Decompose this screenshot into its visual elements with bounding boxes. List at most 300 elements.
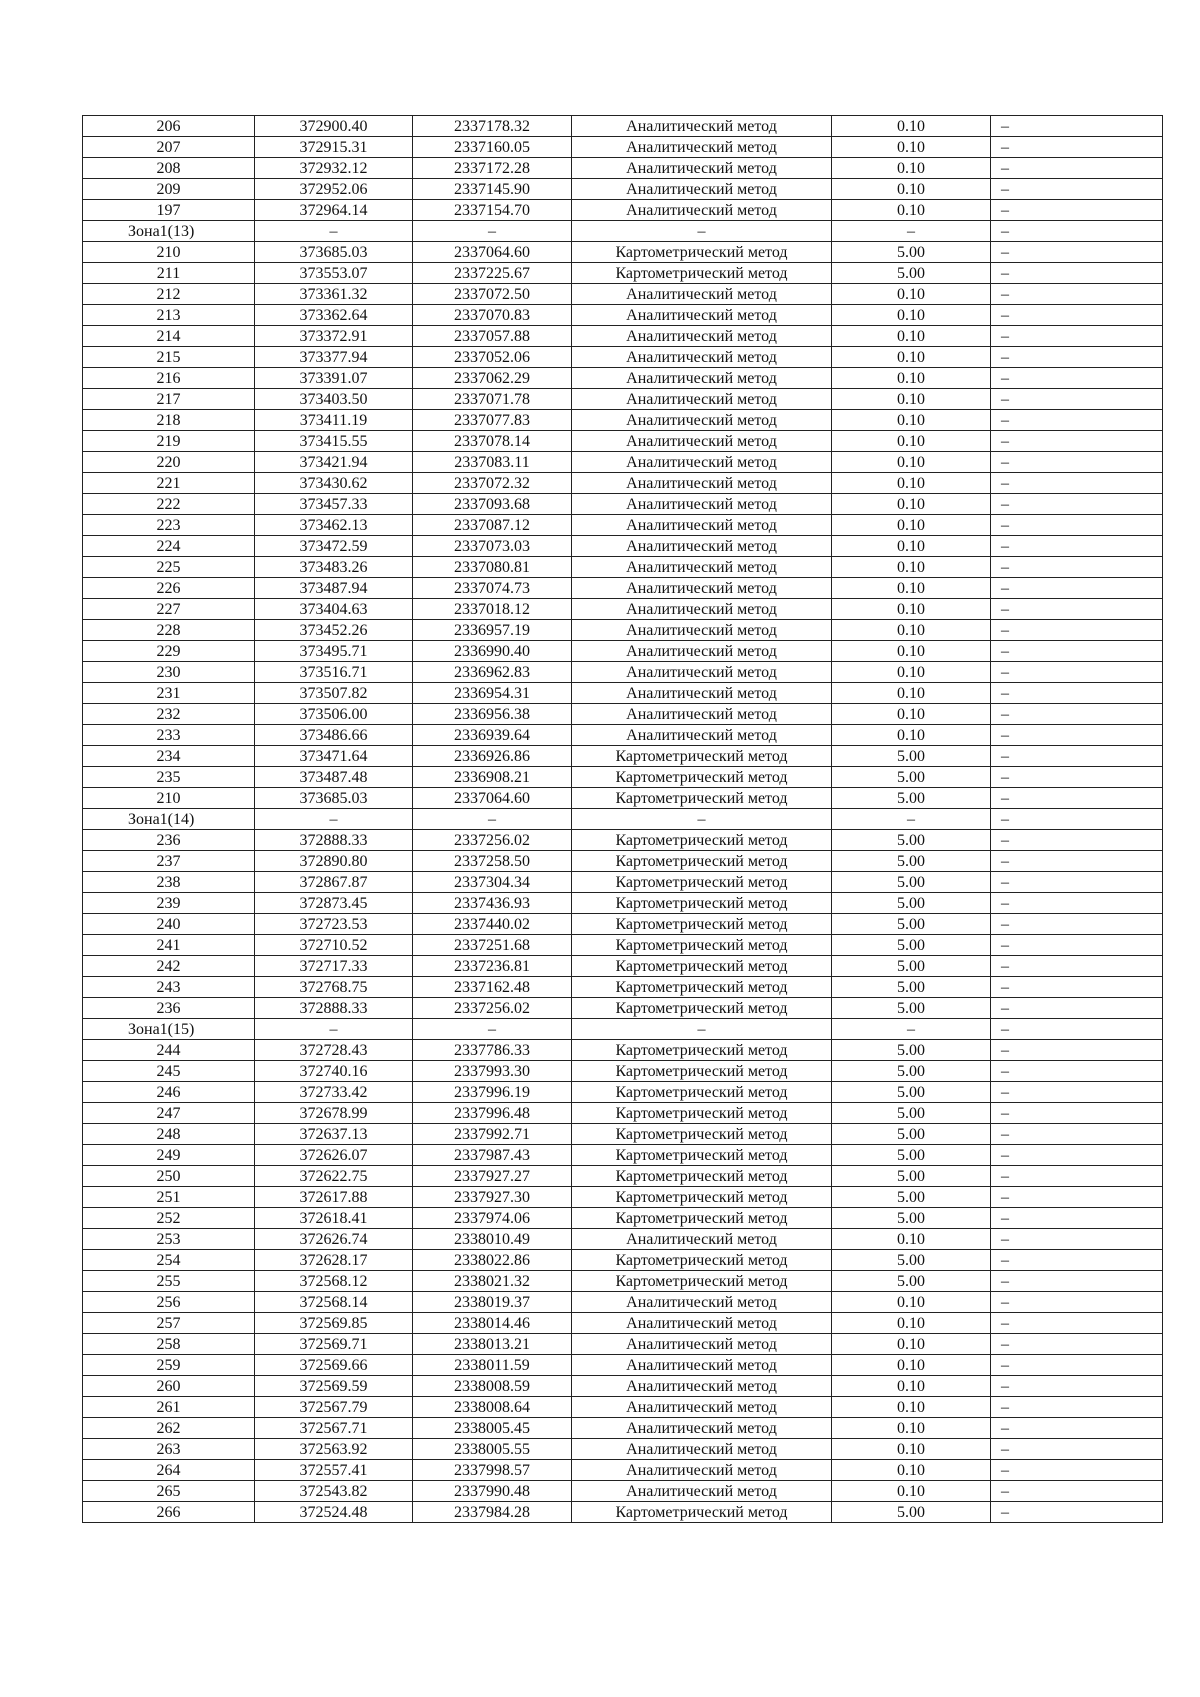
- accuracy-cell: 0.10: [832, 1460, 991, 1481]
- table-row: [83, 746, 1163, 767]
- y-coordinate-cell: 2337087.12: [413, 515, 572, 536]
- coordinates-table: [82, 115, 1163, 1523]
- accuracy-cell: 0.10: [832, 1439, 991, 1460]
- description-cell: –: [991, 809, 1163, 830]
- y-coordinate-cell: 2337080.81: [413, 557, 572, 578]
- table-row: [83, 704, 1163, 725]
- accuracy-cell: 0.10: [832, 1481, 991, 1502]
- description-cell: –: [991, 1019, 1163, 1040]
- description-cell: –: [991, 1292, 1163, 1313]
- point-number-cell: 256: [83, 1292, 255, 1313]
- accuracy-cell: 5.00: [832, 1061, 991, 1082]
- x-coordinate-cell: 373506.00: [255, 704, 413, 725]
- description-cell: –: [991, 620, 1163, 641]
- accuracy-cell: 0.10: [832, 473, 991, 494]
- x-coordinate-cell: 372628.17: [255, 1250, 413, 1271]
- x-coordinate-cell: 372569.59: [255, 1376, 413, 1397]
- y-coordinate-cell: 2336962.83: [413, 662, 572, 683]
- accuracy-cell: 5.00: [832, 1103, 991, 1124]
- accuracy-cell: 0.10: [832, 1397, 991, 1418]
- table-row: [83, 1502, 1163, 1523]
- y-coordinate-cell: 2336957.19: [413, 620, 572, 641]
- accuracy-cell: 0.10: [832, 641, 991, 662]
- y-coordinate-cell: 2337071.78: [413, 389, 572, 410]
- point-number-cell: 259: [83, 1355, 255, 1376]
- x-coordinate-cell: 372768.75: [255, 977, 413, 998]
- accuracy-cell: 0.10: [832, 662, 991, 683]
- table-row: [83, 662, 1163, 683]
- point-number-cell: 206: [83, 116, 255, 137]
- x-coordinate-cell: 372569.85: [255, 1313, 413, 1334]
- point-number-cell: 238: [83, 872, 255, 893]
- accuracy-cell: 0.10: [832, 179, 991, 200]
- description-cell: –: [991, 557, 1163, 578]
- x-coordinate-cell: 372728.43: [255, 1040, 413, 1061]
- accuracy-cell: 0.10: [832, 704, 991, 725]
- table-row: [83, 452, 1163, 473]
- point-number-cell: 254: [83, 1250, 255, 1271]
- y-coordinate-cell: 2337304.34: [413, 872, 572, 893]
- accuracy-cell: 0.10: [832, 158, 991, 179]
- point-number-cell: 264: [83, 1460, 255, 1481]
- y-coordinate-cell: 2337992.71: [413, 1124, 572, 1145]
- table-row: [83, 1460, 1163, 1481]
- accuracy-cell: 5.00: [832, 914, 991, 935]
- x-coordinate-cell: 372888.33: [255, 998, 413, 1019]
- table-row: [83, 1271, 1163, 1292]
- point-number-cell: 257: [83, 1313, 255, 1334]
- point-number-cell: 253: [83, 1229, 255, 1250]
- y-coordinate-cell: 2337070.83: [413, 305, 572, 326]
- description-cell: –: [991, 1082, 1163, 1103]
- point-number-cell: 197: [83, 200, 255, 221]
- y-coordinate-cell: 2338011.59: [413, 1355, 572, 1376]
- accuracy-cell: 5.00: [832, 263, 991, 284]
- method-cell: Картометрический метод: [572, 1250, 832, 1271]
- x-coordinate-cell: 373361.32: [255, 284, 413, 305]
- accuracy-cell: 0.10: [832, 1376, 991, 1397]
- point-number-cell: 207: [83, 137, 255, 158]
- x-coordinate-cell: 373377.94: [255, 347, 413, 368]
- description-cell: –: [991, 137, 1163, 158]
- y-coordinate-cell: 2337073.03: [413, 536, 572, 557]
- description-cell: –: [991, 746, 1163, 767]
- point-number-cell: 226: [83, 578, 255, 599]
- accuracy-cell: 0.10: [832, 1292, 991, 1313]
- y-coordinate-cell: 2337077.83: [413, 410, 572, 431]
- table-row: [83, 620, 1163, 641]
- method-cell: Аналитический метод: [572, 704, 832, 725]
- description-cell: –: [991, 725, 1163, 746]
- y-coordinate-cell: –: [413, 1019, 572, 1040]
- x-coordinate-cell: 372626.74: [255, 1229, 413, 1250]
- y-coordinate-cell: 2337018.12: [413, 599, 572, 620]
- table-row: [83, 1145, 1163, 1166]
- x-coordinate-cell: 372569.71: [255, 1334, 413, 1355]
- point-number-cell: 239: [83, 893, 255, 914]
- coordinates-sheet: [82, 115, 1162, 1523]
- accuracy-cell: 0.10: [832, 431, 991, 452]
- table-row: [83, 1166, 1163, 1187]
- x-coordinate-cell: 373362.64: [255, 305, 413, 326]
- table-row: [83, 851, 1163, 872]
- point-number-cell: 221: [83, 473, 255, 494]
- method-cell: –: [572, 221, 832, 242]
- description-cell: –: [991, 179, 1163, 200]
- table-row: [83, 158, 1163, 179]
- table-row: [83, 557, 1163, 578]
- accuracy-cell: 5.00: [832, 956, 991, 977]
- y-coordinate-cell: 2337256.02: [413, 998, 572, 1019]
- description-cell: –: [991, 158, 1163, 179]
- description-cell: –: [991, 578, 1163, 599]
- y-coordinate-cell: 2337145.90: [413, 179, 572, 200]
- table-row: [83, 1334, 1163, 1355]
- table-row: [83, 683, 1163, 704]
- table-row: [83, 935, 1163, 956]
- y-coordinate-cell: 2337927.27: [413, 1166, 572, 1187]
- point-number-cell: 232: [83, 704, 255, 725]
- accuracy-cell: 0.10: [832, 683, 991, 704]
- method-cell: Аналитический метод: [572, 452, 832, 473]
- point-number-cell: 210: [83, 242, 255, 263]
- x-coordinate-cell: 373421.94: [255, 452, 413, 473]
- point-number-cell: 262: [83, 1418, 255, 1439]
- table-row: [83, 767, 1163, 788]
- table-row: [83, 473, 1163, 494]
- method-cell: Аналитический метод: [572, 641, 832, 662]
- description-cell: –: [991, 1313, 1163, 1334]
- method-cell: Аналитический метод: [572, 473, 832, 494]
- method-cell: Картометрический метод: [572, 998, 832, 1019]
- description-cell: –: [991, 221, 1163, 242]
- description-cell: –: [991, 704, 1163, 725]
- x-coordinate-cell: 372569.66: [255, 1355, 413, 1376]
- point-number-cell: 250: [83, 1166, 255, 1187]
- x-coordinate-cell: 373507.82: [255, 683, 413, 704]
- table-row: [83, 1124, 1163, 1145]
- x-coordinate-cell: 372557.41: [255, 1460, 413, 1481]
- zone-header-row: [83, 1019, 1163, 1040]
- accuracy-cell: 5.00: [832, 788, 991, 809]
- x-coordinate-cell: 373471.64: [255, 746, 413, 767]
- point-number-cell: 237: [83, 851, 255, 872]
- method-cell: Картометрический метод: [572, 1061, 832, 1082]
- accuracy-cell: 0.10: [832, 452, 991, 473]
- y-coordinate-cell: 2337440.02: [413, 914, 572, 935]
- x-coordinate-cell: 373487.48: [255, 767, 413, 788]
- method-cell: Аналитический метод: [572, 494, 832, 515]
- table-row: [83, 137, 1163, 158]
- accuracy-cell: 5.00: [832, 1271, 991, 1292]
- point-number-cell: 236: [83, 998, 255, 1019]
- method-cell: Аналитический метод: [572, 599, 832, 620]
- point-number-cell: 218: [83, 410, 255, 431]
- accuracy-cell: 0.10: [832, 599, 991, 620]
- accuracy-cell: 0.10: [832, 137, 991, 158]
- description-cell: –: [991, 536, 1163, 557]
- point-number-cell: 217: [83, 389, 255, 410]
- point-number-cell: 248: [83, 1124, 255, 1145]
- table-row: [83, 956, 1163, 977]
- method-cell: Картометрический метод: [572, 1040, 832, 1061]
- x-coordinate-cell: 373430.62: [255, 473, 413, 494]
- point-number-cell: 258: [83, 1334, 255, 1355]
- method-cell: Картометрический метод: [572, 914, 832, 935]
- accuracy-cell: 5.00: [832, 746, 991, 767]
- point-number-cell: 228: [83, 620, 255, 641]
- y-coordinate-cell: 2337078.14: [413, 431, 572, 452]
- description-cell: –: [991, 998, 1163, 1019]
- point-number-cell: 229: [83, 641, 255, 662]
- table-row: [83, 1208, 1163, 1229]
- x-coordinate-cell: 372952.06: [255, 179, 413, 200]
- y-coordinate-cell: 2337154.70: [413, 200, 572, 221]
- point-number-cell: 261: [83, 1397, 255, 1418]
- point-number-cell: 246: [83, 1082, 255, 1103]
- accuracy-cell: 0.10: [832, 725, 991, 746]
- description-cell: –: [991, 494, 1163, 515]
- description-cell: –: [991, 1103, 1163, 1124]
- table-row: [83, 1355, 1163, 1376]
- point-number-cell: 220: [83, 452, 255, 473]
- method-cell: Картометрический метод: [572, 746, 832, 767]
- coordinates-table-body: [83, 116, 1163, 1523]
- x-coordinate-cell: 373403.50: [255, 389, 413, 410]
- description-cell: –: [991, 368, 1163, 389]
- accuracy-cell: 5.00: [832, 830, 991, 851]
- y-coordinate-cell: 2337178.32: [413, 116, 572, 137]
- description-cell: –: [991, 515, 1163, 536]
- method-cell: Аналитический метод: [572, 578, 832, 599]
- point-number-cell: 211: [83, 263, 255, 284]
- point-number-cell: 263: [83, 1439, 255, 1460]
- description-cell: –: [991, 284, 1163, 305]
- x-coordinate-cell: 373452.26: [255, 620, 413, 641]
- y-coordinate-cell: 2337162.48: [413, 977, 572, 998]
- x-coordinate-cell: 372723.53: [255, 914, 413, 935]
- y-coordinate-cell: 2337072.32: [413, 473, 572, 494]
- point-number-cell: 260: [83, 1376, 255, 1397]
- y-coordinate-cell: 2336956.38: [413, 704, 572, 725]
- x-coordinate-cell: –: [255, 1019, 413, 1040]
- method-cell: Аналитический метод: [572, 1229, 832, 1250]
- table-row: [83, 1376, 1163, 1397]
- accuracy-cell: 5.00: [832, 935, 991, 956]
- description-cell: –: [991, 1355, 1163, 1376]
- method-cell: Аналитический метод: [572, 1481, 832, 1502]
- x-coordinate-cell: 372626.07: [255, 1145, 413, 1166]
- y-coordinate-cell: 2336908.21: [413, 767, 572, 788]
- description-cell: –: [991, 1145, 1163, 1166]
- point-number-cell: 234: [83, 746, 255, 767]
- y-coordinate-cell: 2337074.73: [413, 578, 572, 599]
- y-coordinate-cell: 2337998.57: [413, 1460, 572, 1481]
- x-coordinate-cell: 372867.87: [255, 872, 413, 893]
- method-cell: Картометрический метод: [572, 242, 832, 263]
- accuracy-cell: 5.00: [832, 893, 991, 914]
- accuracy-cell: 5.00: [832, 1145, 991, 1166]
- x-coordinate-cell: 372890.80: [255, 851, 413, 872]
- point-number-cell: 214: [83, 326, 255, 347]
- y-coordinate-cell: 2338005.45: [413, 1418, 572, 1439]
- y-coordinate-cell: 2338019.37: [413, 1292, 572, 1313]
- accuracy-cell: 0.10: [832, 1334, 991, 1355]
- method-cell: Аналитический метод: [572, 620, 832, 641]
- x-coordinate-cell: –: [255, 221, 413, 242]
- accuracy-cell: 5.00: [832, 1082, 991, 1103]
- y-coordinate-cell: 2337064.60: [413, 242, 572, 263]
- x-coordinate-cell: 372733.42: [255, 1082, 413, 1103]
- method-cell: Картометрический метод: [572, 1187, 832, 1208]
- point-number-cell: 219: [83, 431, 255, 452]
- description-cell: –: [991, 599, 1163, 620]
- y-coordinate-cell: 2337172.28: [413, 158, 572, 179]
- method-cell: Аналитический метод: [572, 410, 832, 431]
- accuracy-cell: 5.00: [832, 998, 991, 1019]
- zone-header-row: [83, 809, 1163, 830]
- method-cell: Картометрический метод: [572, 935, 832, 956]
- method-cell: Картометрический метод: [572, 263, 832, 284]
- method-cell: Картометрический метод: [572, 1271, 832, 1292]
- point-number-cell: 255: [83, 1271, 255, 1292]
- x-coordinate-cell: 372568.14: [255, 1292, 413, 1313]
- method-cell: Картометрический метод: [572, 977, 832, 998]
- x-coordinate-cell: 373411.19: [255, 410, 413, 431]
- point-number-cell: 231: [83, 683, 255, 704]
- point-number-cell: 251: [83, 1187, 255, 1208]
- description-cell: –: [991, 830, 1163, 851]
- description-cell: –: [991, 1481, 1163, 1502]
- x-coordinate-cell: 372964.14: [255, 200, 413, 221]
- method-cell: –: [572, 1019, 832, 1040]
- accuracy-cell: 5.00: [832, 872, 991, 893]
- description-cell: –: [991, 1334, 1163, 1355]
- x-coordinate-cell: 373685.03: [255, 788, 413, 809]
- description-cell: –: [991, 935, 1163, 956]
- accuracy-cell: 0.10: [832, 515, 991, 536]
- y-coordinate-cell: 2337436.93: [413, 893, 572, 914]
- method-cell: Картометрический метод: [572, 1145, 832, 1166]
- x-coordinate-cell: 373483.26: [255, 557, 413, 578]
- x-coordinate-cell: 373487.94: [255, 578, 413, 599]
- y-coordinate-cell: 2337987.43: [413, 1145, 572, 1166]
- point-number-cell: 216: [83, 368, 255, 389]
- table-row: [83, 1292, 1163, 1313]
- y-coordinate-cell: 2337236.81: [413, 956, 572, 977]
- point-number-cell: 230: [83, 662, 255, 683]
- table-row: [83, 494, 1163, 515]
- y-coordinate-cell: 2337057.88: [413, 326, 572, 347]
- y-coordinate-cell: 2338008.64: [413, 1397, 572, 1418]
- description-cell: –: [991, 116, 1163, 137]
- method-cell: Аналитический метод: [572, 1355, 832, 1376]
- point-number-cell: 225: [83, 557, 255, 578]
- method-cell: Аналитический метод: [572, 137, 832, 158]
- table-row: [83, 389, 1163, 410]
- accuracy-cell: 5.00: [832, 767, 991, 788]
- description-cell: –: [991, 1502, 1163, 1523]
- point-number-cell: 235: [83, 767, 255, 788]
- accuracy-cell: 0.10: [832, 410, 991, 431]
- x-coordinate-cell: 372622.75: [255, 1166, 413, 1187]
- description-cell: –: [991, 305, 1163, 326]
- description-cell: –: [991, 914, 1163, 935]
- x-coordinate-cell: 372932.12: [255, 158, 413, 179]
- table-row: [83, 1439, 1163, 1460]
- x-coordinate-cell: 372567.71: [255, 1418, 413, 1439]
- accuracy-cell: 0.10: [832, 305, 991, 326]
- table-row: [83, 977, 1163, 998]
- table-row: [83, 1481, 1163, 1502]
- point-number-cell: 233: [83, 725, 255, 746]
- y-coordinate-cell: –: [413, 809, 572, 830]
- accuracy-cell: 5.00: [832, 1187, 991, 1208]
- x-coordinate-cell: –: [255, 809, 413, 830]
- y-coordinate-cell: 2337993.30: [413, 1061, 572, 1082]
- accuracy-cell: 0.10: [832, 494, 991, 515]
- x-coordinate-cell: 372618.41: [255, 1208, 413, 1229]
- accuracy-cell: 0.10: [832, 326, 991, 347]
- x-coordinate-cell: 372740.16: [255, 1061, 413, 1082]
- x-coordinate-cell: 372717.33: [255, 956, 413, 977]
- description-cell: –: [991, 1439, 1163, 1460]
- description-cell: –: [991, 326, 1163, 347]
- accuracy-cell: 5.00: [832, 242, 991, 263]
- accuracy-cell: –: [832, 221, 991, 242]
- method-cell: Аналитический метод: [572, 725, 832, 746]
- point-number-cell: 249: [83, 1145, 255, 1166]
- description-cell: –: [991, 1124, 1163, 1145]
- description-cell: –: [991, 410, 1163, 431]
- method-cell: Аналитический метод: [572, 536, 832, 557]
- table-row: [83, 1040, 1163, 1061]
- table-row: [83, 1397, 1163, 1418]
- x-coordinate-cell: 373404.63: [255, 599, 413, 620]
- method-cell: Аналитический метод: [572, 557, 832, 578]
- accuracy-cell: 5.00: [832, 1166, 991, 1187]
- table-row: [83, 1229, 1163, 1250]
- x-coordinate-cell: 373685.03: [255, 242, 413, 263]
- x-coordinate-cell: 372900.40: [255, 116, 413, 137]
- y-coordinate-cell: 2337996.48: [413, 1103, 572, 1124]
- table-row: [83, 725, 1163, 746]
- table-row: [83, 599, 1163, 620]
- y-coordinate-cell: –: [413, 221, 572, 242]
- point-number-cell: 222: [83, 494, 255, 515]
- accuracy-cell: –: [832, 809, 991, 830]
- description-cell: –: [991, 263, 1163, 284]
- point-number-cell: 244: [83, 1040, 255, 1061]
- point-number-cell: 242: [83, 956, 255, 977]
- method-cell: Картометрический метод: [572, 1166, 832, 1187]
- accuracy-cell: 5.00: [832, 1502, 991, 1523]
- y-coordinate-cell: 2338005.55: [413, 1439, 572, 1460]
- table-row: [83, 263, 1163, 284]
- point-number-cell: 209: [83, 179, 255, 200]
- table-row: [83, 242, 1163, 263]
- table-row: [83, 326, 1163, 347]
- method-cell: Аналитический метод: [572, 1418, 832, 1439]
- description-cell: –: [991, 473, 1163, 494]
- method-cell: Аналитический метод: [572, 389, 832, 410]
- table-row: [83, 1250, 1163, 1271]
- method-cell: Аналитический метод: [572, 326, 832, 347]
- method-cell: Картометрический метод: [572, 1082, 832, 1103]
- table-row: [83, 284, 1163, 305]
- description-cell: –: [991, 956, 1163, 977]
- method-cell: Картометрический метод: [572, 830, 832, 851]
